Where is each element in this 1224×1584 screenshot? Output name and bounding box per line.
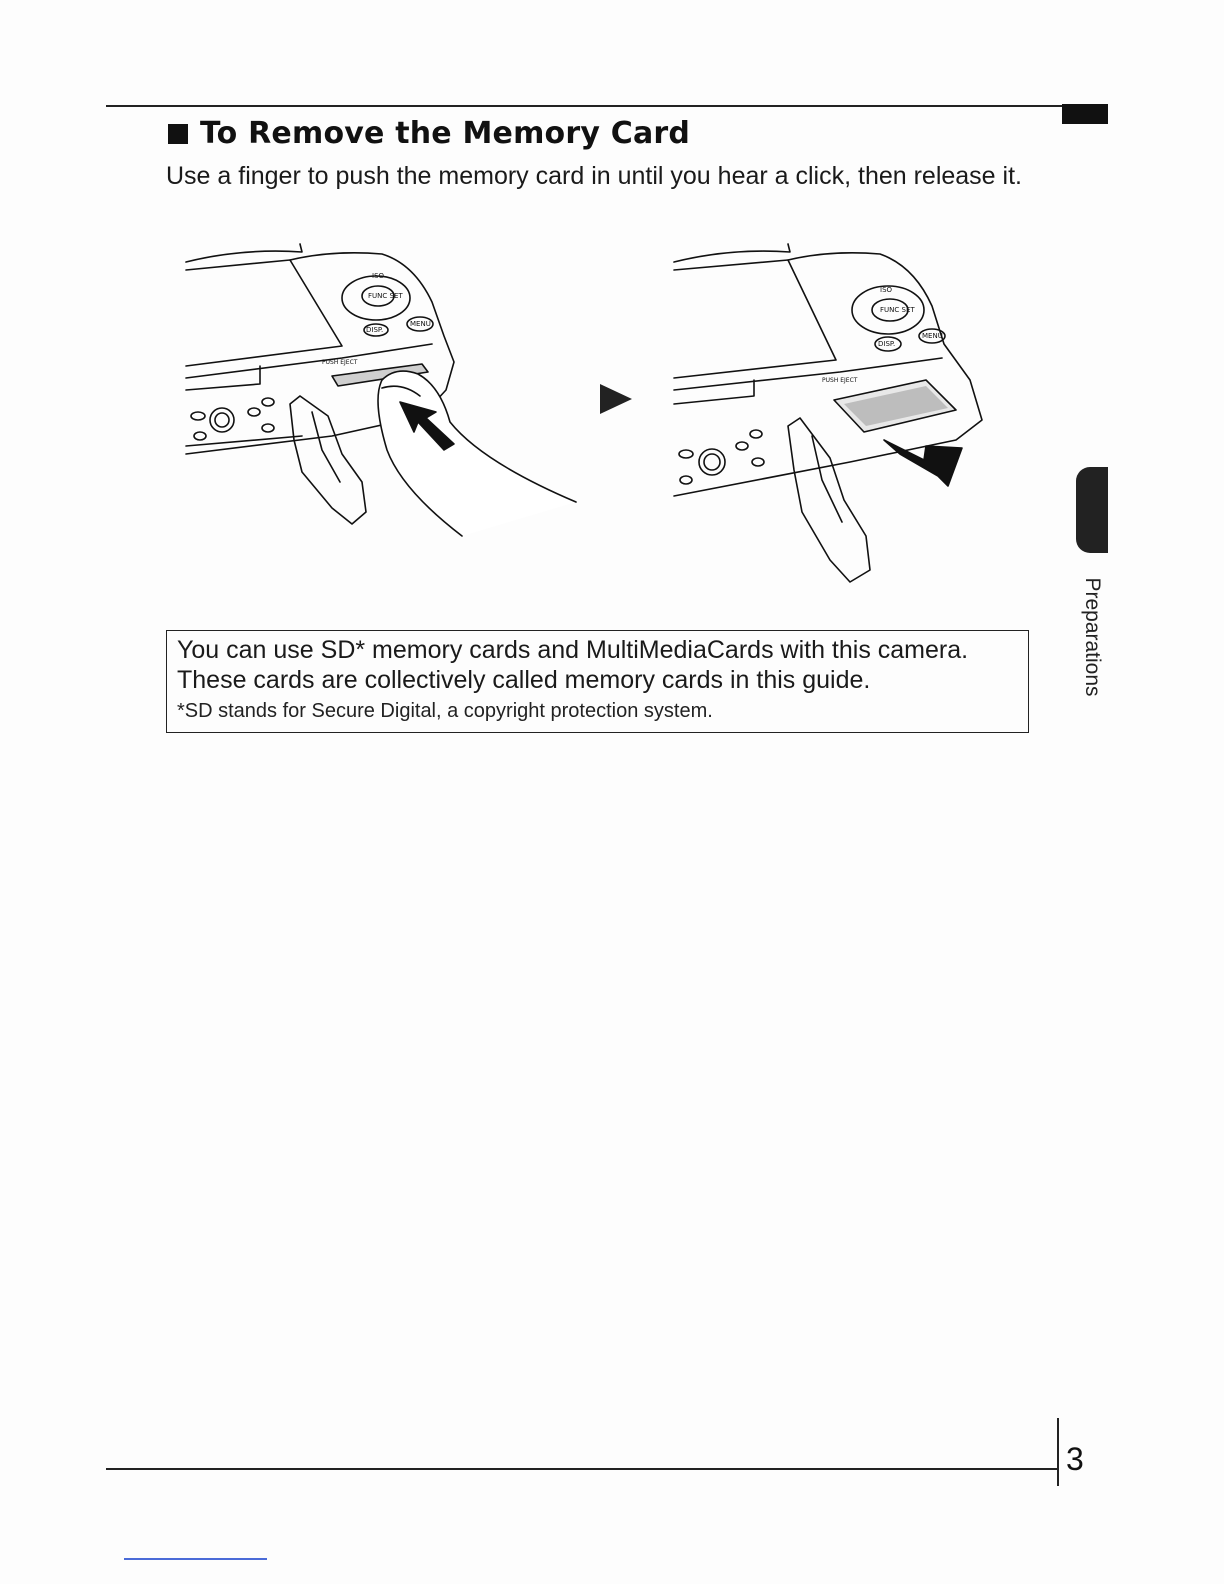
ejected-memory-card	[834, 380, 956, 432]
bottom-rule	[106, 1468, 1058, 1470]
chapter-tab-marker	[1076, 467, 1108, 553]
camera-eject-label: PUSH EJECT	[322, 359, 358, 366]
camera-iso-label: ISO	[372, 272, 385, 280]
card-cover-door	[788, 418, 870, 582]
camera-disp-label: DISP.	[878, 340, 896, 348]
note-box	[166, 630, 1029, 733]
note-footnote: *SD stands for Secure Digital, a copyright protection system.	[177, 700, 713, 722]
top-rule	[106, 105, 1081, 107]
control-dial	[852, 286, 945, 351]
section-heading-text: To Remove the Memory Card	[200, 116, 691, 151]
next-step-arrow-icon	[600, 384, 632, 414]
tripod-socket-panel	[679, 430, 764, 484]
camera-menu-label: MENU	[922, 332, 943, 340]
square-bullet-icon	[168, 124, 188, 144]
camera-disp-label: DISP.	[366, 326, 384, 334]
bottom-underline	[124, 1558, 267, 1560]
note-line-2: These cards are collectively called memory cards in this guide.	[177, 666, 871, 694]
camera-eject-label: PUSH EJECT	[822, 377, 858, 384]
chapter-tab-label: Preparations	[1081, 577, 1104, 697]
camera-iso-label: ISO	[880, 286, 893, 294]
note-line-1: You can use SD* memory cards and MultiMediaCards with this camera.	[177, 636, 969, 664]
camera-func-label: FUNC SET	[880, 306, 915, 314]
camera-func-label: FUNC SET	[368, 292, 403, 300]
illustration-push-card	[182, 240, 592, 540]
page-number-divider	[1057, 1418, 1059, 1486]
section-heading	[168, 116, 690, 151]
corner-marker	[1062, 104, 1108, 124]
tripod-socket-panel	[191, 398, 274, 440]
intro-paragraph: Use a finger to push the memory card in until you hear a click, then release it.	[166, 162, 1022, 190]
camera-menu-label: MENU	[410, 320, 431, 328]
illustration-card-ejected	[670, 240, 1000, 590]
page-number: 3	[1066, 1441, 1084, 1477]
card-cover-door	[290, 396, 366, 524]
finger	[378, 371, 576, 536]
